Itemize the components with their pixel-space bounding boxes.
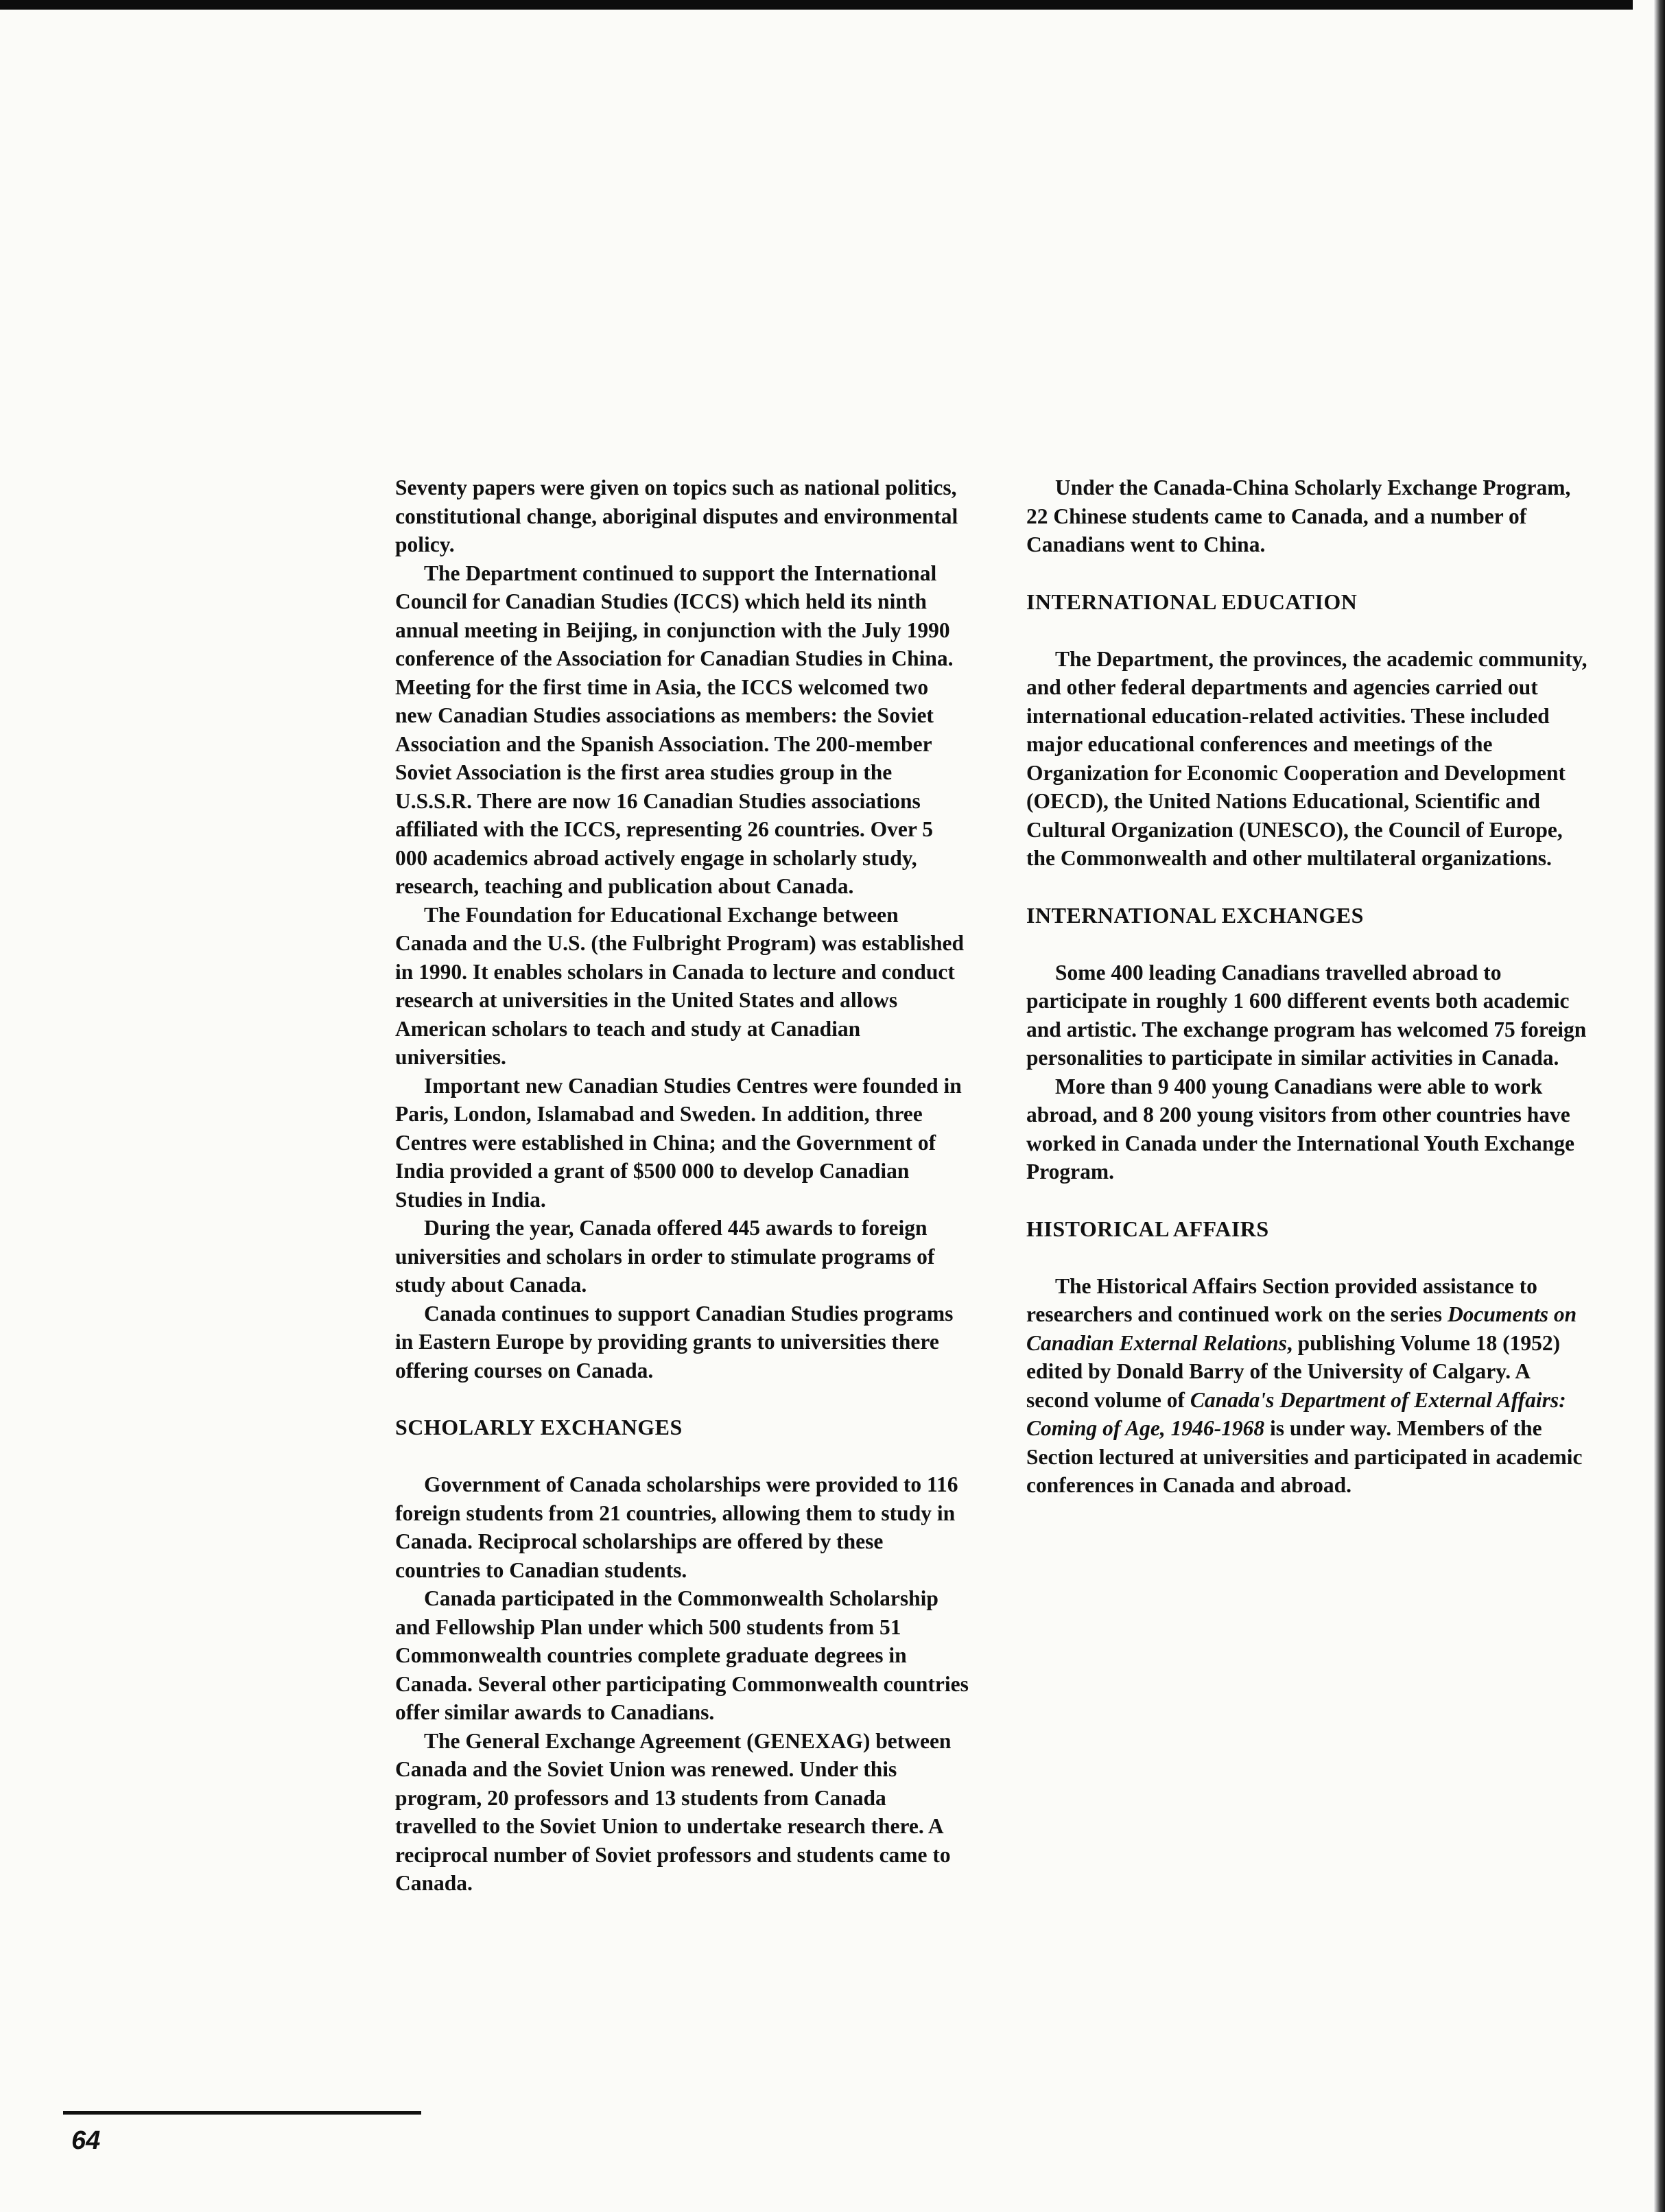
footer-rule	[63, 2111, 421, 2115]
page-edge-shadow	[1654, 0, 1665, 2212]
paragraph: Important new Canadian Studies Centres were founded in Paris, London, Islamabad and Sweden. In addition, three Centres were established in China; and the Government of India provided a grant of $500 000 to develop Canadian Studies in India.	[395, 1073, 962, 1212]
paragraph: The Department continued to support the International Council for Canadian Studies (ICCS) which held its ninth annual meeting in Beijing, in conjunction with the July 1990 conference of the Association for Canadian Studies in China. Meeting for the first time in Asia, the ICCS welcomed two new Canadian Studies associations as members: the Soviet Association and the Spanish Association. The 200-member Soviet Association is the first area studies group in the U.S.S.R. There are now 16 Canadian Studies associations affiliated with the ICCS, representing 26 countries. Over 5 000 academics abroad actively engage in scholarly study, research, teaching and publication about Canada.	[395, 561, 954, 898]
page-number: 64	[71, 2126, 101, 2155]
right-column	[1026, 473, 1596, 1500]
publication-title: Documents on Canadian External Relations	[1026, 1302, 1577, 1355]
section-heading: INTERNATIONAL EXCHANGES	[1026, 902, 1364, 928]
section-heading: INTERNATIONAL EDUCATION	[1026, 589, 1358, 614]
text-span: is under way. Members of the Section lectured at universities and participated in academic conferences in Canada and abroad.	[1026, 1416, 1583, 1497]
paragraph: The Department, the provinces, the academic community, and other federal departments and agencies carried out international education-related activities. These included major educational conferences and meetings of the Organization for Economic Cooperation and Development (OECD), the United Nations Educational, Scientific and Cultural Organization (UNESCO), the Council of Europe, the Commonwealth and other multilateral organizations.	[1026, 646, 1587, 870]
paragraph: Government of Canada scholarships were provided to 116 foreign students from 21 countries, allowing them to study in Canada. Reciprocal scholarships are offered by these countries to Canadian students.	[395, 1472, 958, 1582]
paragraph: Under the Canada-China Scholarly Exchange Program, 22 Chinese students came to Canada, and a number of Canadians went to China.	[1026, 475, 1571, 556]
paragraph: The General Exchange Agreement (GENEXAG) between Canada and the Soviet Union was renewed. Under this program, 20 professors and 13 students from Canada travelled to the Soviet Union to undertake research there. A reciprocal number of Soviet professors and students came to Canada.	[395, 1728, 952, 1895]
paragraph: Some 400 leading Canadians travelled abroad to participate in roughly 1 600 different events both academic and artistic. The exchange program has welcomed 75 foreign personalities to participate in similar activities in Canada.	[1026, 960, 1587, 1070]
top-border	[0, 0, 1633, 10]
paragraph: More than 9 400 young Canadians were able to work abroad, and 8 200 young visitors from other countries have worked in Canada under the International Youth Exchange Program.	[1026, 1074, 1575, 1184]
paragraph: Canada participated in the Commonwealth Scholarship and Fellowship Plan under which 500 students from 51 Commonwealth countries complete graduate degrees in Canada. Several other participating Commonwealth countries offer similar awards to Canadians.	[395, 1586, 969, 1724]
publication-title: Canada's Department of External Affairs: Coming of Age, 1946-1968	[1026, 1387, 1566, 1440]
paragraph: The Foundation for Educational Exchange between Canada and the U.S. (the Fulbright Program) was established in 1990. It enables scholars in Canada to lecture and conduct research at universities in the United States and allows American scholars to teach and study at Canadian universities.	[395, 902, 964, 1069]
left-column	[395, 473, 970, 1898]
paragraph: Canada continues to support Canadian Studies programs in Eastern Europe by providing grants to universities there offering courses on Canada.	[395, 1301, 954, 1382]
paragraph	[1026, 1272, 1596, 1500]
paragraph: Seventy papers were given on topics such as national politics, constitutional change, aboriginal disputes and environmental policy.	[395, 475, 958, 556]
section-heading: SCHOLARLY EXCHANGES	[395, 1415, 683, 1439]
paragraph: During the year, Canada offered 445 awards to foreign universities and scholars in order to stimulate programs of study about Canada.	[395, 1216, 935, 1297]
text-span: The Historical Affairs Section provided assistance to researchers and continued work on the series	[1026, 1273, 1537, 1326]
text-span: , publishing Volume 18 (1952) edited by Donald Barry of the University of Calgary. A second volume of	[1026, 1330, 1561, 1412]
section-heading: HISTORICAL AFFAIRS	[1026, 1216, 1269, 1241]
